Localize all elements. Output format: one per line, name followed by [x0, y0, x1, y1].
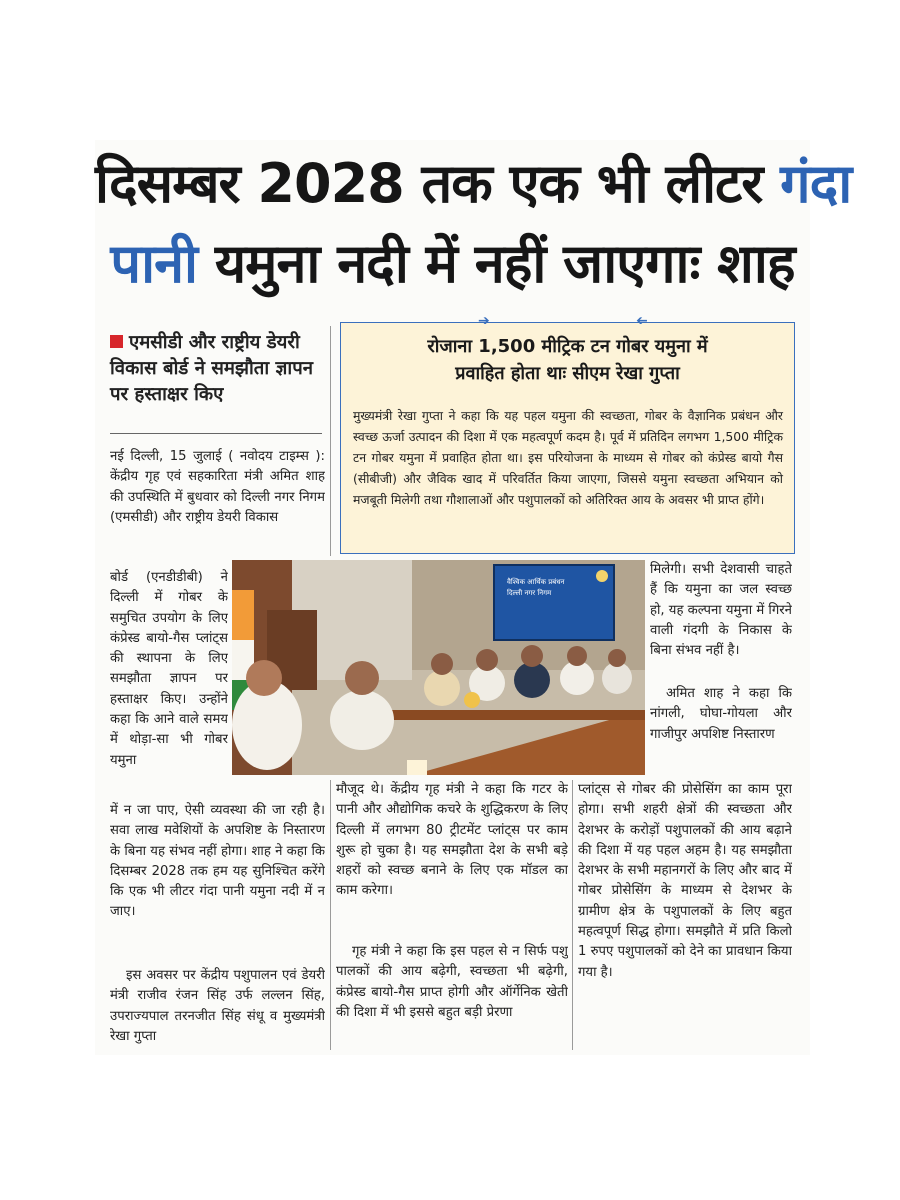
column-2-text-bottom: गृह मंत्री ने कहा कि इस पहल से न सिर्फ पशु पालकों की आय बढ़ेगी, स्वच्छता भी बढ़ेगी, कंप्रेस्ड बायो-गैस प्राप्त होगी और ऑर्गेनिक खेती की दिशा में भी इससे बहुत बड़ी प्रेरणा	[336, 944, 568, 1020]
headline-line-1	[95, 152, 852, 216]
box-body: मुख्यमंत्री रेखा गुप्ता ने कहा कि यह पहल यमुना की स्वच्छता, गोबर के वैज्ञानिक प्रबंधन और स्वच्छ ऊर्जा उत्पादन की दिशा में एक महत्वपूर्ण कदम है। पूर्व में प्रतिदिन लगभग 1,500 मीट्रिक टन गोबर यमुना में प्रवाहित होता था। इस परियोजना के माध्यम से गोबर को कंप्रेस्ड बायो गैस (सीबीजी) और जैविक खाद में परिवर्तित किया जाएगा, जिससे यमुना स्वच्छता अभियान को मजबूती मिलेगी तथा गौशालाओं और पशुपालकों को अतिरिक्त आय के अवसर भी प्राप्त होंगे।	[353, 408, 783, 507]
headline-highlight: पानी	[110, 232, 198, 295]
column-1-text-top: नई दिल्ली, 15 जुलाई ( नवोदय टाइम्स ): केंद्रीय गृह एवं सहकारिता मंत्री अमित शाह की उपस्थिति में बुधवार को दिल्ली नगर निगम (एमसीडी) और राष्ट्रीय डेयरी विकास	[110, 449, 325, 525]
sidebar-box	[340, 322, 795, 554]
headline-text: दिसम्बर 2028 तक एक भी लीटर	[95, 152, 781, 215]
arrow-right-icon: ➔	[478, 313, 490, 329]
subheadline-text: एमसीडी और राष्ट्रीय डेयरी विकास बोर्ड ने समझौता ज्ञापन पर हस्ताक्षर किए	[110, 332, 313, 405]
column-3-text-mid: अमित शाह ने कहा कि नांगली, घोघा-गोयला और गाजीपुर अपशिष्ट निस्तारण	[650, 686, 792, 742]
column-divider	[330, 326, 331, 556]
arrow-left-icon: ➔	[636, 313, 648, 329]
headline-highlight: गंदा	[780, 152, 852, 215]
screen-text-2: दिल्ली नगर निगम	[507, 589, 552, 597]
box-title	[341, 333, 794, 387]
headline-text: यमुना नदी में नहीं जाएगाः शाह	[197, 232, 795, 295]
bullet-square-icon	[110, 335, 123, 348]
meeting-photo-graphic	[232, 560, 645, 775]
box-title-line-2: प्रवाहित होता थाः सीएम रेखा गुप्ता	[455, 363, 680, 384]
headline-line-2	[95, 232, 810, 296]
screen-text-1: वैश्विक आर्थिक प्रबंधन	[507, 578, 565, 586]
meeting-photo	[232, 560, 645, 775]
divider	[110, 433, 322, 434]
subheadline	[110, 330, 325, 408]
column-1-text-mid: में न जा पाए, ऐसी व्यवस्था की जा रही है। सवा लाख मवेशियों के अपशिष्ट के निस्तारण के बिना यह संभव नहीं होगा। शाह ने कहा कि दिसम्बर 2028 तक हम यह सुनिश्चित करेंगे कि एक भी लीटर गंदा पानी यमुना नदी में न जाए।	[110, 803, 325, 920]
column-1-text-narrow: बोर्ड (एनडीडीबी) ने दिल्ली में गोबर के समुचित उपयोग के लिए कंप्रेस्ड बायो-गैस प्लांट्स की स्थापना के लिए समझौता ज्ञापन पर हस्ताक्षर किए। उन्होंने कहा कि आने वाले समय में थोड़ा-सा भी गोबर यमुना	[110, 570, 228, 768]
box-title-line-1: रोजाना 1,500 मीट्रिक टन गोबर यमुना में	[427, 336, 708, 357]
column-2-text-top: मौजूद थे। केंद्रीय गृह मंत्री ने कहा कि गटर के पानी और औद्योगिक कचरे के शुद्धिकरण के लिए दिल्ली में लगभग 80 ट्रीटमेंट प्लांट्स पर काम शुरू हो चुका है। यह समझौता देश के सभी बड़े शहरों को स्वच्छ बनाने के लिए एक मॉडल का काम करेगा।	[336, 782, 568, 899]
column-3-text-bottom: प्लांट्स से गोबर की प्रोसेसिंग का काम पूरा होगा। सभी शहरी क्षेत्रों की स्वच्छता और देशभर के करोड़ों पशुपालकों की आय बढ़ाने की दिशा में यह पहल अहम है। यह समझौता देशभर के सभी महानगरों के लिए और बाद में गोबर प्रोसेसिंग के माध्यम से देशभर के ग्रामीण क्षेत्र के पशुपालकों के लिए बहुत महत्वपूर्ण सिद्ध होगा। समझौते में प्रति किलो 1 रुपए पशुपालकों को देने का प्रावधान किया गया है।	[578, 782, 792, 980]
column-divider	[330, 780, 331, 1050]
column-divider	[572, 780, 573, 1050]
column-1-text-bottom: इस अवसर पर केंद्रीय पशुपालन एवं डेयरी मंत्री राजीव रंजन सिंह उर्फ लल्लन सिंह, उपराज्यपाल तरनजीत सिंह संधू व मुख्यमंत्री रेखा गुप्ता	[110, 968, 325, 1044]
column-3-text-top: मिलेगी। सभी देशवासी चाहते हैं कि यमुना का जल स्वच्छ हो, यह कल्पना यमुना में गिरने वाली गंदगी के निकास के बिना संभव नहीं है।	[650, 562, 792, 659]
